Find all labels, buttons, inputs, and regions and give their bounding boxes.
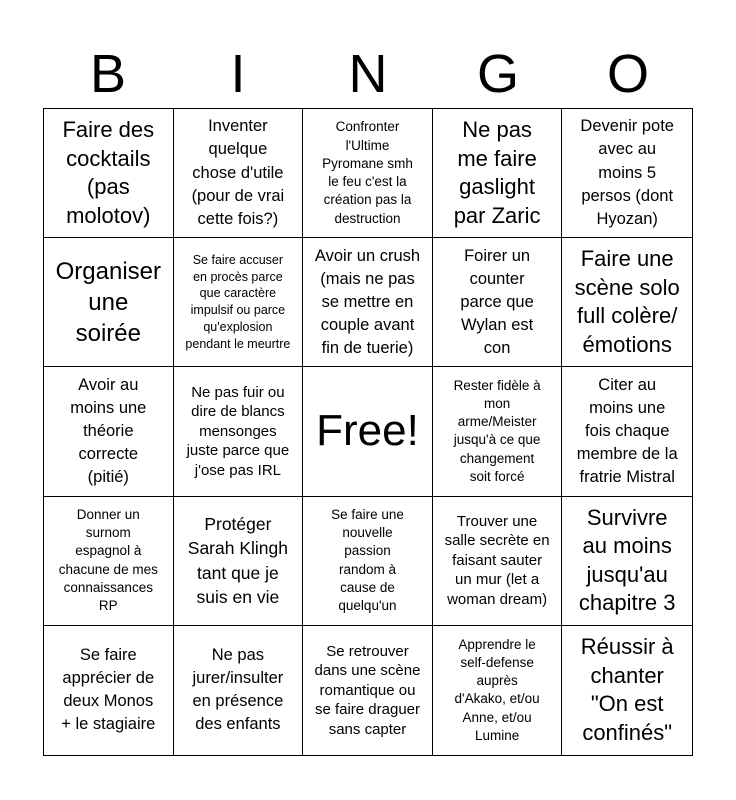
- bingo-cell-r2-c2[interactable]: [174, 238, 304, 367]
- bingo-cell-r2-c4[interactable]: [433, 238, 563, 367]
- bingo-cell-r5-c4[interactable]: [433, 626, 563, 755]
- bingo-cell-text: Free!: [316, 406, 419, 456]
- bingo-cell-text: Protéger Sarah Klingh tant que je suis en vie: [187, 513, 288, 608]
- bingo-cell-r5-c2[interactable]: [174, 626, 304, 755]
- bingo-cell-r4-c5[interactable]: [562, 497, 692, 626]
- header-letter-o: O: [606, 44, 649, 104]
- bingo-cell-r1-c4[interactable]: [433, 109, 563, 238]
- bingo-cell-r2-c5[interactable]: [562, 238, 692, 367]
- bingo-cell-r5-c1[interactable]: [44, 626, 174, 755]
- bingo-cell-r3-c4[interactable]: [433, 367, 563, 496]
- bingo-cell-r3-c2[interactable]: [174, 367, 304, 496]
- bingo-cell-text: Devenir pote avec au moins 5 persos (dont Hyozan): [580, 117, 674, 228]
- bingo-cell-r4-c4[interactable]: [433, 497, 563, 626]
- bingo-cell-r3-c5[interactable]: [562, 367, 692, 496]
- bingo-cell-text: Avoir au moins une théorie correcte (pitié): [70, 375, 147, 487]
- bingo-cell-free[interactable]: [303, 367, 433, 496]
- bingo-cell-text: Donner un surnom espagnol à chacune de mes connaissances RP: [58, 507, 158, 614]
- bingo-cell-text: Citer au moins une fois chaque membre de la fratrie Mistral: [576, 375, 678, 487]
- header-letter-b: B: [89, 44, 127, 104]
- bingo-cell-r5-c3[interactable]: [303, 626, 433, 755]
- bingo-cell-text: Ne pas fuir ou dire de blancs mensonges juste parce que j'ose pas IRL: [186, 383, 290, 479]
- bingo-cell-r3-c1[interactable]: [44, 367, 174, 496]
- bingo-cell-r1-c5[interactable]: [562, 109, 692, 238]
- bingo-cell-text: Faire des cocktails (pas molotov): [62, 116, 155, 228]
- bingo-cell-text: Apprendre le self-defense auprès d'Akako, et/ou Anne, et/ou Lumine: [454, 636, 540, 743]
- bingo-cell-r1-c2[interactable]: [174, 109, 304, 238]
- bingo-cell-text: Se faire une nouvelle passion random à cause de quelqu'un: [331, 507, 404, 614]
- header-letter-i: I: [230, 44, 246, 104]
- bingo-cell-r1-c3[interactable]: [303, 109, 433, 238]
- bingo-cell-text: Confronter l'Ultime Pyromane smh le feu c'est la création pas la destruction: [322, 119, 413, 226]
- bingo-cell-text: Inventer quelque chose d'utile (pour de vrai cette fois?): [191, 117, 285, 228]
- bingo-cell-text: Survivre au moins jusqu'au chapitre 3: [578, 504, 676, 616]
- bingo-cell-text: Trouver une salle secrète en faisant sauter un mur (let a woman dream): [444, 512, 550, 608]
- bingo-cell-text: Foirer un counter parce que Wylan est con: [460, 246, 534, 357]
- bingo-cell-text: Se faire accuser en procès parce que caractère impulsif ou parce qu'explosion pendant le meurtre: [185, 252, 291, 352]
- bingo-card-grid: [43, 108, 693, 756]
- bingo-cell-r2-c3[interactable]: [303, 238, 433, 367]
- bingo-cell-text: Faire une scène solo full colère/ émotions: [574, 246, 680, 357]
- header-letter-g: G: [476, 44, 519, 104]
- bingo-cell-r2-c1[interactable]: [44, 238, 174, 367]
- bingo-cell-text: Ne pas jurer/insulter en présence des enfants: [192, 646, 284, 734]
- bingo-cell-r4-c3[interactable]: [303, 497, 433, 626]
- bingo-cell-r5-c5[interactable]: [562, 626, 692, 755]
- bingo-cell-r4-c2[interactable]: [174, 497, 304, 626]
- bingo-cell-text: Organiser une soirée: [55, 257, 161, 347]
- bingo-cell-text: Se retrouver dans une scène romantique ou se faire draguer sans capter: [314, 642, 421, 738]
- header-letter-n: N: [348, 44, 388, 104]
- bingo-cell-r4-c1[interactable]: [44, 497, 174, 626]
- bingo-cell-text: Réussir à chanter "On est confinés": [580, 634, 674, 745]
- bingo-header: [43, 40, 693, 108]
- bingo-cell-text: Ne pas me faire gaslight par Zaric: [453, 116, 541, 228]
- bingo-cell-text: Rester fidèle à mon arme/Meister jusqu'à ce que changement soit forcé: [453, 377, 541, 484]
- bingo-cell-text: Avoir un crush (mais ne pas se mettre en couple avant fin de tuerie): [314, 246, 421, 357]
- bingo-cell-r1-c1[interactable]: [44, 109, 174, 238]
- bingo-cell-text: Se faire apprécier de deux Monos + le stagiaire: [61, 646, 156, 734]
